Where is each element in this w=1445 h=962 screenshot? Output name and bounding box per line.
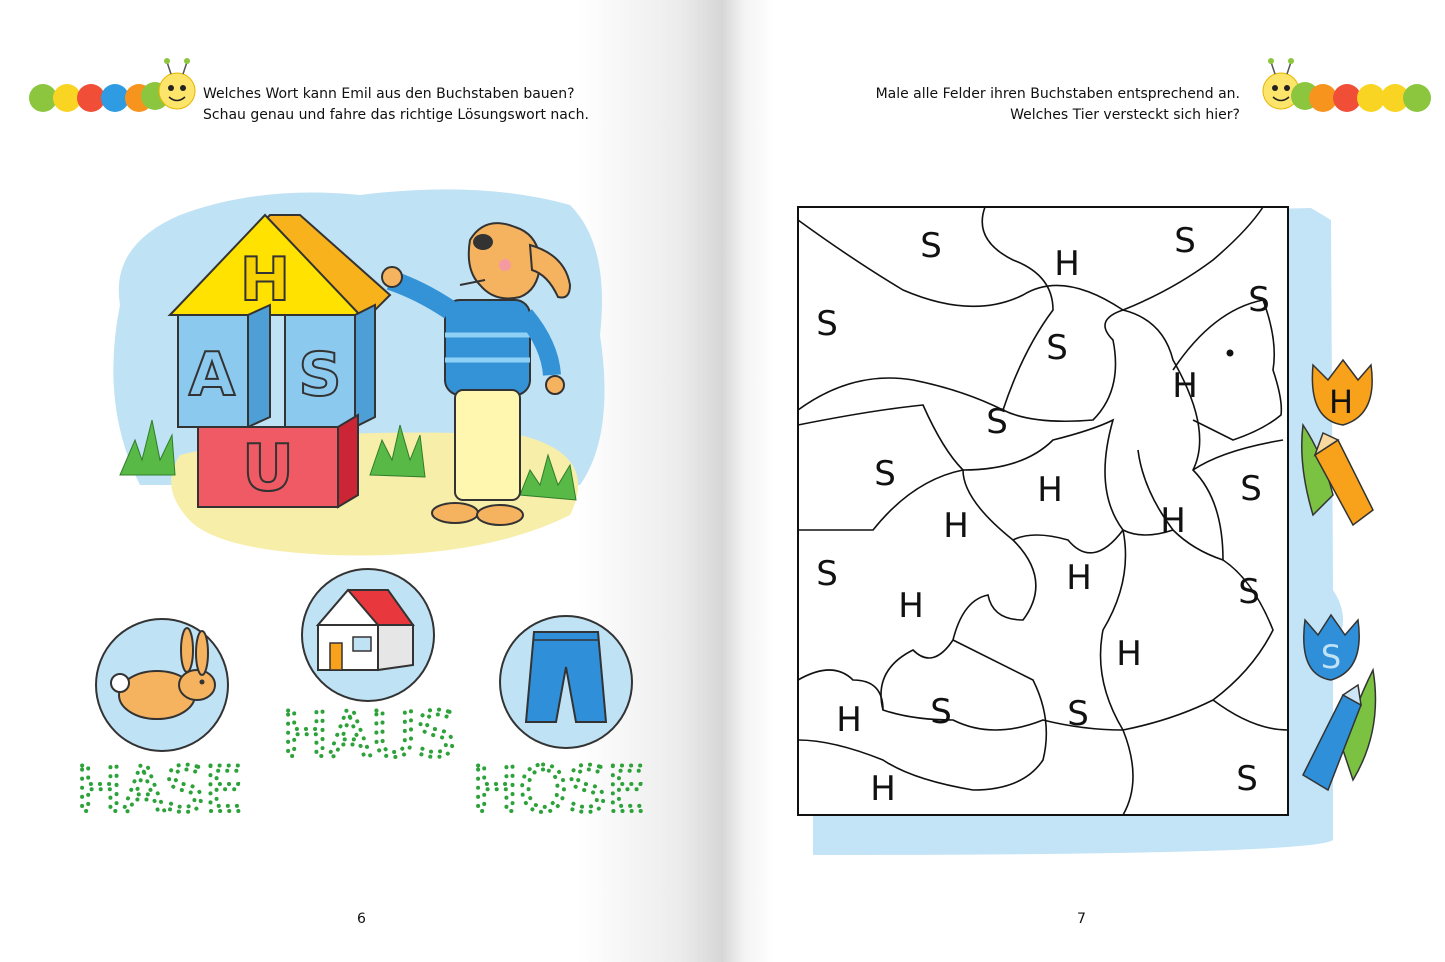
letter-5: S — [1248, 280, 1270, 320]
blocks-illustration — [100, 185, 620, 585]
orange-pencil — [1293, 355, 1383, 545]
instruction-text — [203, 84, 589, 126]
letter-19: H — [836, 700, 862, 740]
letter-3: S — [1174, 221, 1196, 261]
letter-13: H — [1160, 501, 1186, 541]
letter-22: H — [870, 769, 896, 809]
instruction-text — [876, 84, 1240, 126]
pencil-label-s: S — [1320, 638, 1342, 676]
letter-7: H — [1172, 366, 1198, 406]
letter-6: S — [1046, 328, 1068, 368]
page-number: 6 — [357, 911, 366, 927]
instruction-line-2: Welches Tier versteckt sich hier? — [1010, 107, 1240, 123]
right-page — [723, 0, 1445, 962]
pencil-label-h: H — [1328, 383, 1354, 421]
dotted-words — [60, 690, 680, 826]
caterpillar-icon — [1243, 50, 1443, 130]
letter-14: H — [1066, 558, 1092, 598]
letter-16: H — [898, 586, 924, 626]
word-hase[interactable]: HASE — [76, 753, 244, 826]
letter-12: S — [1240, 469, 1262, 509]
word-haus[interactable]: HAUS — [282, 698, 456, 771]
caterpillar-icon — [15, 50, 215, 130]
word-hose[interactable]: HOSE — [472, 753, 646, 826]
block-letter-u: U — [242, 432, 294, 506]
house-picture — [298, 565, 438, 705]
letter-11: H — [943, 506, 969, 546]
blue-pencil — [1293, 610, 1383, 800]
instruction-line-1: Welches Wort kann Emil aus den Buchstaben bauen? — [203, 86, 575, 102]
block-letter-s: S — [298, 340, 342, 410]
instruction-line-1: Male alle Felder ihren Buchstaben entsprechend an. — [875, 86, 1240, 102]
letter-8: S — [986, 402, 1008, 442]
block-letter-h: H — [239, 245, 291, 315]
letter-18: H — [1116, 634, 1142, 674]
letter-4: S — [816, 304, 838, 344]
page-number: 7 — [1077, 911, 1086, 927]
instruction-line-2: Schau genau und fahre das richtige Lösungswort nach. — [203, 107, 589, 123]
letter-2: H — [1054, 244, 1080, 284]
letter-23: S — [1236, 759, 1258, 799]
letter-15: S — [816, 554, 838, 594]
letter-9: H — [1037, 470, 1063, 510]
letter-10: S — [874, 454, 896, 494]
letter-17: S — [1238, 572, 1260, 612]
letter-20: S — [930, 692, 952, 732]
block-letter-a: A — [188, 340, 236, 410]
letter-1: S — [920, 226, 942, 266]
letter-21: S — [1067, 694, 1089, 734]
